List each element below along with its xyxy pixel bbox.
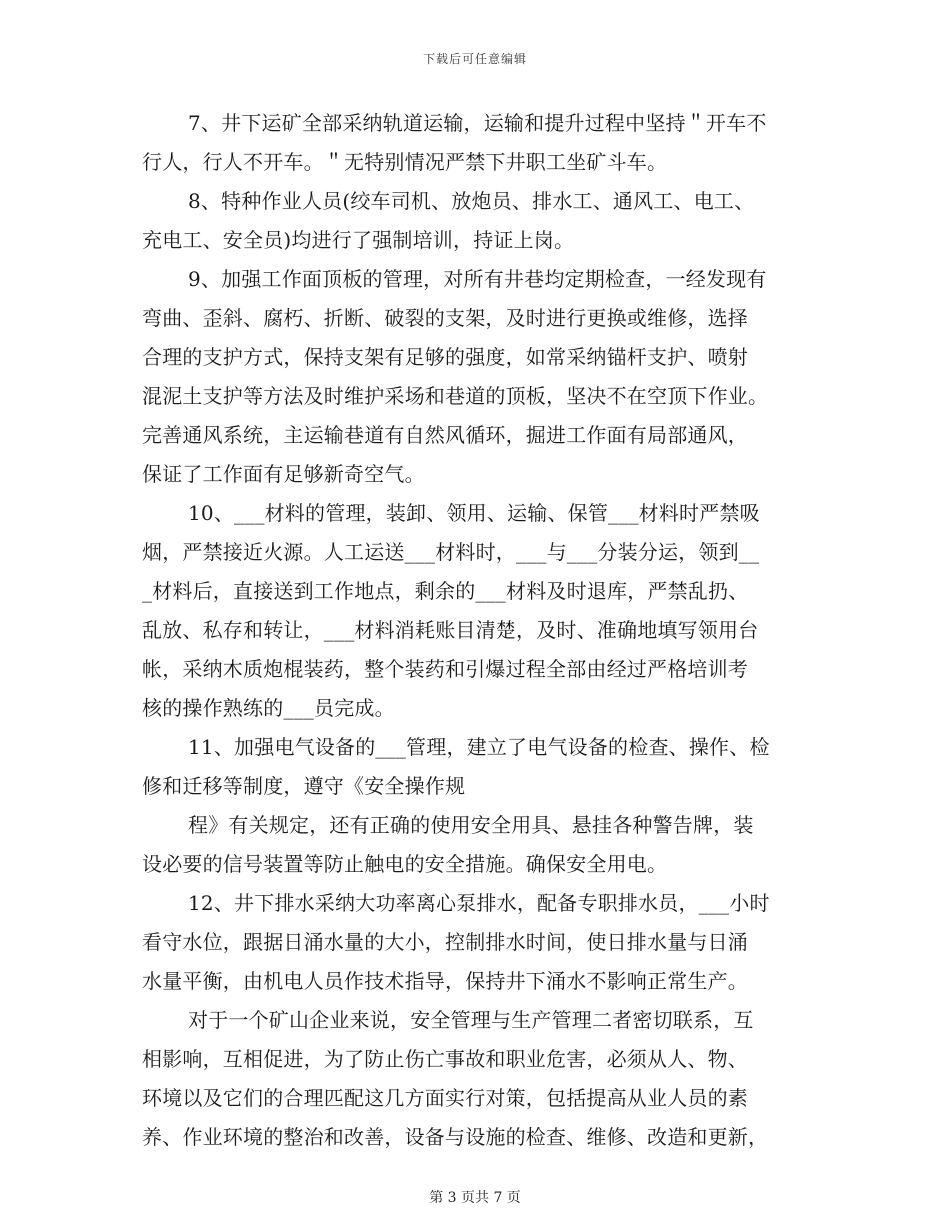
text-line: 环境以及它们的合理匹配这几方面实行对策，包括提高从业人员的素 [142,1086,748,1110]
text-line: 8、特种作业人员(绞车司机、放炮员、排水工、通风工、电工、 [188,189,755,213]
text-line: 相影响，互相促进，为了防止伤亡事故和职业危害，必须从人、物、 [142,1047,748,1071]
page-footer: 第 3 页共 7 页 [429,1190,521,1206]
text-line: 11、加强电气设备的___管理，建立了电气设备的检查、操作、检 [188,735,770,759]
text-line: 保证了工作面有足够新奇空气。 [142,462,425,486]
text-line: 完善通风系统，主运输巷道有自然风循环，掘进工作面有局部通风， [142,423,748,447]
text-line: 设必要的信号装置等防止触电的安全措施。确保安全用电。 [142,852,668,876]
text-line: 修和迁移等制度，遵守《安全操作规 [142,774,466,798]
text-line: 10、___材料的管理，装卸、领用、运输、保管___材料时严禁吸 [188,501,760,525]
text-line: 乱放、私存和转让，___材料消耗账目清楚，及时、准确地填写领用台 [142,618,759,642]
text-line: 烟，严禁接近火源。人工运送___材料时，___与___分装分运，领到__ [142,540,760,564]
text-line: 9、加强工作面顶板的管理，对所有井巷均定期检查，一经发现有 [188,267,767,291]
text-line: 水量平衡，由机电人员作技术指导，保持井下涌水不影响正常生产。 [142,969,748,993]
text-line: 看守水位，跟据日涌水量的大小，控制排水时间，使日排水量与日涌 [142,930,748,954]
text-line: 充电工、安全员)均进行了强制培训，持证上岗。 [142,228,575,252]
document-body [142,104,808,1157]
text-line: 核的操作熟练的___员完成。 [142,696,395,720]
text-line: 行人，行人不开车。＂无特别情况严禁下井职工坐矿斗车。 [142,150,668,174]
text-line: 养、作业环境的整治和改善，设备与设施的检查、维修、改造和更新， [142,1125,769,1149]
text-line: 帐，采纳木质炮棍装药，整个装药和引爆过程全部由经过严格培训考 [142,657,748,681]
text-line: 对于一个矿山企业来说，安全管理与生产管理二者密切联系，互 [188,1008,754,1032]
text-line: 程》有关规定，还有正确的使用安全用具、悬挂各种警告牌，装 [188,813,754,837]
text-line: 弯曲、歪斜、腐朽、折断、破裂的支架，及时进行更换或维修，选择 [142,306,748,330]
text-line: 合理的支护方式，保持支架有足够的强度，如常采纳锚杆支护、喷射 [142,345,748,369]
text-line: _材料后，直接送到工作地点，剩余的___材料及时退库，严禁乱扔、 [142,579,749,603]
text-line: 混泥土支护等方法及时维护采场和巷道的顶板，坚决不在空顶下作业。 [142,384,769,408]
page-header: 下载后可任意编辑 [422,52,527,66]
text-line: 12、井下排水采纳大功率离心泵排水，配备专职排水员，___小时 [188,891,770,915]
text-line: 7、井下运矿全部采纳轨道运输，运输和提升过程中坚持＂开车不 [188,111,767,135]
